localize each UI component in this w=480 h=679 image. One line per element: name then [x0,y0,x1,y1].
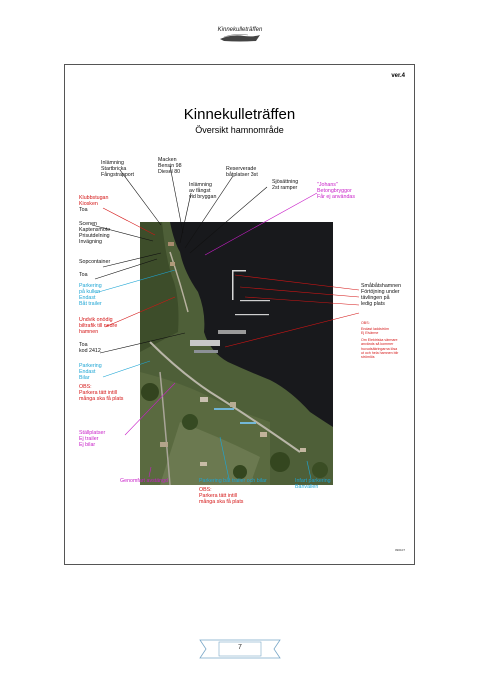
label-toa-kod: Toa kod 2412 [79,342,101,354]
label-parkering-bilar: Parkering Endast Bilar [79,363,102,381]
map-sheet [64,64,415,565]
document-code: 090107 [394,547,405,552]
label-parkering-kullen: Parkering på kullen Endast Båt trailer [79,283,102,307]
label-sjosattning: Sjösättning 2st ramper [272,179,299,191]
sheet-title: Kinnekulleträffen [183,106,296,123]
label-scenen: Scenen Kaptensmöte Prisutdelning Invägning [79,221,111,245]
label-klubbstugan: Klubbstugan Kiosken [79,195,109,207]
label-inlamning-startbricka: Inlämning Startbricka Fångstrapport [101,160,134,178]
label-obs-parkera-left: OBS: Parkera tätt intill många ska få plats [79,384,124,402]
label-genomfart-avstangd: Genomfart avstängd [120,478,168,484]
page-header: Kinnekulleträffen [217,27,263,33]
label-johans-betongbryggor: "Johans" Betongbryggor Får ej användas [317,182,355,200]
label-obs-el-varmare: Om Elektriska värmare används så kommer huvudsäkringarna lösa ut och hela hamnen blir strömlös [361,338,399,360]
version-label: ver.4 [391,73,405,79]
label-stallplatser: Ställplatser Ej trailer Ej bilar [79,430,106,448]
label-undvik-biltrafik: Undvik onödig biltrafik till nedre hamnen [79,317,118,335]
label-macken: Macken Bensin 98 Diesel 80 [158,157,182,175]
header-boat-logo [218,33,262,43]
label-toa-middle: Toa [79,272,88,278]
label-obs-parkera-bottom: OBS: Parkera tätt intill många ska få plats [199,487,244,505]
label-infart-parkering: Infart parkering Banvallen [295,478,331,490]
label-sopcontainer: Sopcontainer [79,259,111,265]
label-obs-el-laddstrom: Endast laddström Ej Elvärme [361,327,389,336]
label-obs-el-title: OBS: [361,321,370,325]
label-parkering-bat-trailer: Parkering båt trailer och bilar [199,478,267,484]
sheet-subtitle: Översikt hamnområde [195,125,284,135]
label-reserverade: Reserverade båtplatser 3st [226,166,258,178]
label-smabatshamnen: Småbåtshamnen Förtöjning under tävlingen på ledig plats [361,283,402,307]
page-number: 7 [238,644,242,651]
label-inlamning-fangst: Inlämning av fångst vid bryggan [189,182,217,200]
label-toa-top: Toa [79,207,88,213]
